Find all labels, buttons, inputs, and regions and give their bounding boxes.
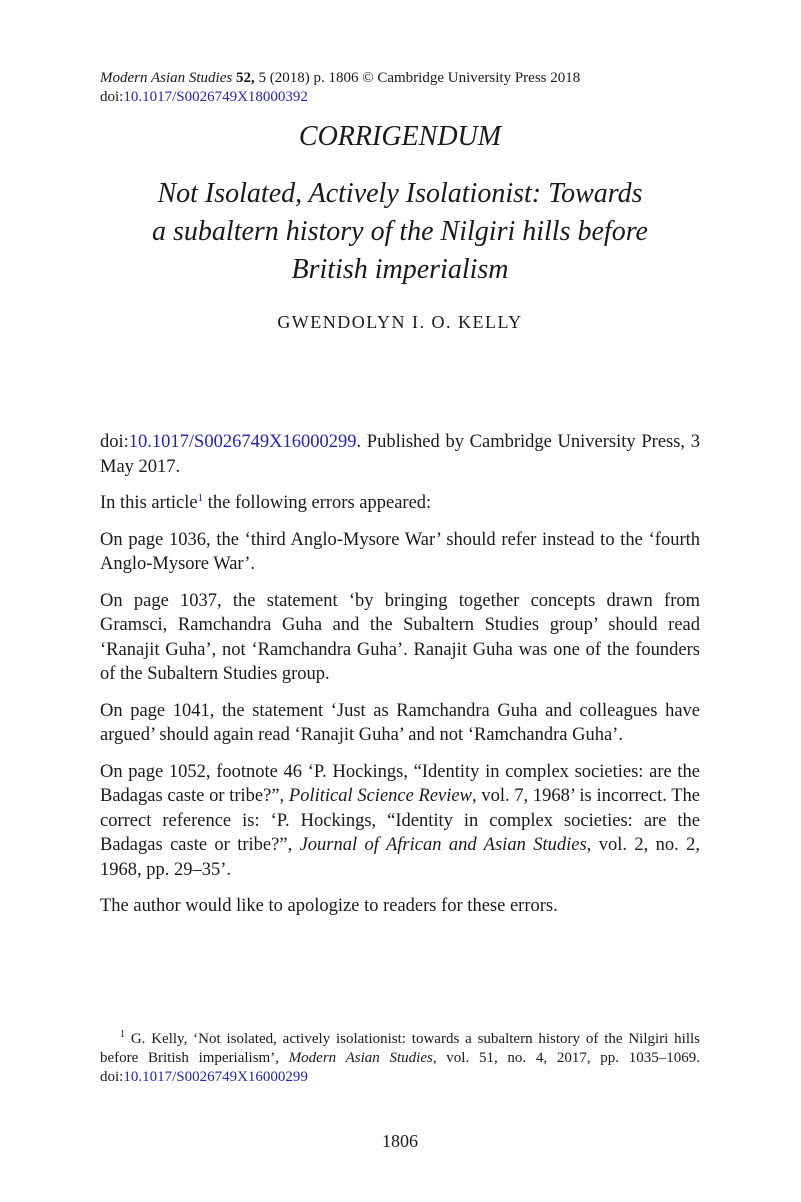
corrigendum-body [100, 430, 700, 931]
correction-text: , vol. 7, 1968’ is incorrect. The correct reference is: ‘P. Hockings, “Identity in complex societies: are the Badagas caste or tribe?”, [100, 786, 700, 855]
journal-title-incorrect: Political Science Review [288, 786, 472, 806]
header-issue-pages: 5 (2018) p. 1806 © Cambridge University Press 2018 [258, 70, 581, 86]
corrigendum-label: CORRIGENDUM [298, 121, 502, 152]
paragraph-intro [100, 491, 700, 516]
intro-text: In this article [100, 493, 198, 513]
article-title [100, 175, 700, 289]
author-name: GWENDOLYN I. O. KELLY [277, 312, 523, 332]
footnote-text-continued: , vol. 51, no. 4, 2017, pp. 1035–1069. doi: [100, 1050, 701, 1085]
correction-text: , vol. 2, no. 2, 1968, pp. 29–35’. [100, 835, 701, 880]
correction-text: On page 1052, footnote 46 ‘P. Hockings, “Identity in complex societies: are the Badagas caste or tribe?”, [100, 761, 700, 806]
original-article-doi-link[interactable]: 10.1017/S0026749X16000299 [128, 432, 357, 452]
footnote-reference-1[interactable]: 1 [197, 491, 204, 504]
paragraph-doi [100, 430, 700, 479]
footnote-journal: Modern Asian Studies [288, 1050, 433, 1066]
footnote-1 [100, 1030, 700, 1087]
footnote-text: G. Kelly, ‘Not isolated, actively isolationist: towards a subaltern history of the Nilgiri hills before British imperialism’, [100, 1031, 700, 1066]
title-line: a subaltern history of the Nilgiri hills before [152, 216, 648, 247]
paragraph-correction-1041: On page 1041, the statement ‘Just as Ramchandra Guha and colleagues have argued’ should again read ‘Ranajit Guha’ and not ‘Ramchandra Guha’. [100, 700, 700, 745]
header-journal-name: Modern Asian Studies [100, 70, 233, 86]
journal-title-correct: Journal of African and Asian Studies [299, 835, 587, 855]
doi-prefix: doi: [100, 432, 129, 452]
title-line: Not Isolated, Actively Isolationist: Towards [157, 178, 643, 209]
running-header [100, 69, 700, 107]
header-doi-prefix: doi: [100, 89, 124, 105]
paragraph-apology: The author would like to apologize to readers for these errors. [100, 896, 558, 916]
intro-text-continued: the following errors appeared: [203, 493, 432, 513]
paragraph-correction-1037: On page 1037, the statement ‘by bringing together concepts drawn from Gramsci, Ramchandra Guha and the Subaltern Studies group’ should read ‘Ranajit Guha’, not ‘Ramchandra Guha’. Ranajit Guha was one of the founders of the Subaltern Studies group. [100, 590, 700, 684]
footnote-mark: 1 [120, 1029, 125, 1040]
header-volume: 52, [235, 70, 255, 86]
paragraph-correction-1052 [100, 760, 700, 883]
published-by-text: . Published by Cambridge University Press, 3 May 2017. [100, 432, 700, 477]
paragraph-correction-1036: On page 1036, the ‘third Anglo-Mysore War’ should refer instead to the ‘fourth Anglo-Mysore War’. [100, 529, 700, 574]
page-number: 1806 [382, 1131, 418, 1151]
header-doi-link[interactable]: 10.1017/S0026749X18000392 [123, 89, 308, 105]
footnote-doi-link[interactable]: 10.1017/S0026749X16000299 [123, 1069, 308, 1085]
title-line: British imperialism [291, 254, 509, 285]
